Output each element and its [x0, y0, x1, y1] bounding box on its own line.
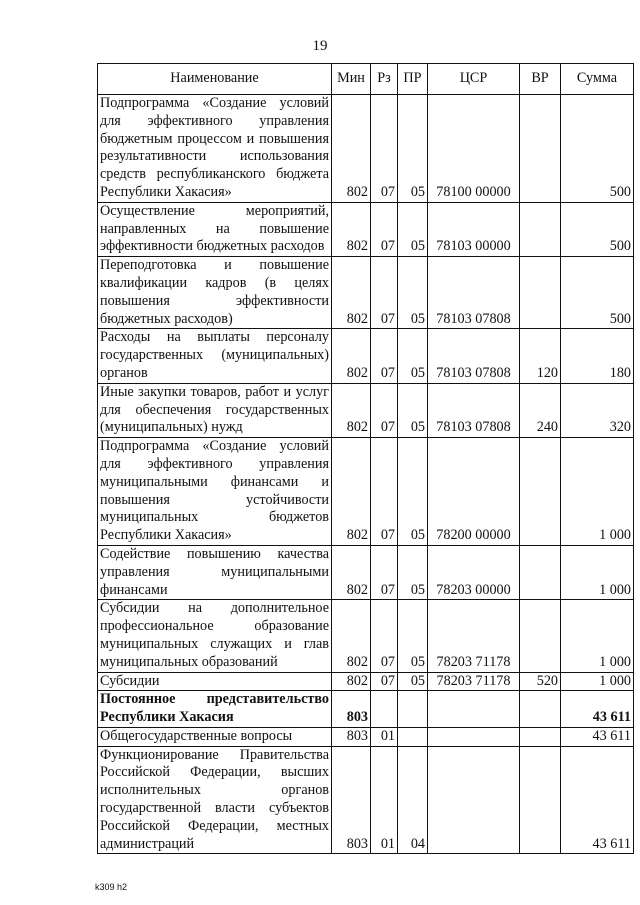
row-vr: 120: [520, 329, 561, 383]
row-name: Подпрограмма «Создание условий для эффективного управления муниципальными финансами и повышения устойчивости муниципальных бюджетов Республики Хакасия»: [98, 438, 332, 546]
row-min: 802: [332, 257, 371, 329]
row-name: Осуществление мероприятий, направленных на повышение эффективности бюджетных расходов: [98, 202, 332, 256]
row-pr: 05: [398, 545, 428, 599]
row-sum: 1 000: [561, 672, 634, 691]
row-rz: 07: [371, 257, 398, 329]
table-row: [98, 600, 634, 672]
table-row: [98, 383, 634, 437]
row-rz: 07: [371, 600, 398, 672]
row-vr: [520, 95, 561, 203]
row-min: 802: [332, 202, 371, 256]
row-sum: 43 611: [561, 727, 634, 746]
row-name: Общегосударственные вопросы: [98, 727, 332, 746]
row-name: Расходы на выплаты персоналу государственных (муниципальных) органов: [98, 329, 332, 383]
row-rz: 01: [371, 746, 398, 854]
row-min: 802: [332, 545, 371, 599]
row-csr: 78100 00000: [428, 95, 520, 203]
row-vr: [520, 727, 561, 746]
row-min: 803: [332, 727, 371, 746]
row-rz: 07: [371, 383, 398, 437]
row-name: Подпрограмма «Создание условий для эффективного управления бюджетным процессом и повышения результативности использования средств республиканского бюджета Республики Хакасия»: [98, 95, 332, 203]
row-min: 803: [332, 746, 371, 854]
row-sum: 1 000: [561, 545, 634, 599]
row-csr: [428, 691, 520, 728]
row-name: Содействие повышению качества управления муниципальными финансами: [98, 545, 332, 599]
header-name: Наименование: [98, 64, 332, 95]
row-pr: 05: [398, 383, 428, 437]
row-vr: [520, 746, 561, 854]
row-vr: [520, 202, 561, 256]
row-sum: 500: [561, 202, 634, 256]
header-vr: ВР: [520, 64, 561, 95]
row-pr: 05: [398, 438, 428, 546]
row-sum: 43 611: [561, 746, 634, 854]
row-name: Постоянное представительство Республики Хакасия: [98, 691, 332, 728]
row-csr: 78203 00000: [428, 545, 520, 599]
row-pr: [398, 727, 428, 746]
row-min: 802: [332, 600, 371, 672]
table-row: [98, 202, 634, 256]
header-sum: Сумма: [561, 64, 634, 95]
row-name: Переподготовка и повышение квалификации кадров (в целях повышения эффективности бюджетных расходов): [98, 257, 332, 329]
row-name: Иные закупки товаров, работ и услуг для обеспечения государственных (муниципальных) нужд: [98, 383, 332, 437]
row-vr: 520: [520, 672, 561, 691]
row-vr: [520, 545, 561, 599]
row-sum: 320: [561, 383, 634, 437]
table-row: [98, 746, 634, 854]
row-min: 802: [332, 438, 371, 546]
row-rz: 01: [371, 727, 398, 746]
row-sum: 1 000: [561, 600, 634, 672]
row-pr: 05: [398, 329, 428, 383]
table-header-row: [98, 64, 634, 95]
row-pr: 05: [398, 95, 428, 203]
table-row: [98, 545, 634, 599]
row-vr: [520, 600, 561, 672]
row-rz: 07: [371, 672, 398, 691]
row-rz: 07: [371, 545, 398, 599]
row-sum: 1 000: [561, 438, 634, 546]
row-csr: [428, 727, 520, 746]
table-row: [98, 727, 634, 746]
row-vr: [520, 257, 561, 329]
row-csr: 78203 71178: [428, 600, 520, 672]
row-pr: 04: [398, 746, 428, 854]
budget-table: [97, 63, 634, 854]
row-csr: 78103 07808: [428, 383, 520, 437]
row-rz: 07: [371, 202, 398, 256]
row-min: 802: [332, 383, 371, 437]
row-pr: 05: [398, 600, 428, 672]
header-csr: ЦСР: [428, 64, 520, 95]
header-pr: ПР: [398, 64, 428, 95]
row-sum: 500: [561, 95, 634, 203]
row-min: 802: [332, 672, 371, 691]
header-rz: Рз: [371, 64, 398, 95]
table-row: [98, 95, 634, 203]
table-row-section-total: [98, 691, 634, 728]
row-pr: 05: [398, 257, 428, 329]
row-rz: 07: [371, 329, 398, 383]
table-row: [98, 672, 634, 691]
row-csr: 78200 00000: [428, 438, 520, 546]
table-row: [98, 438, 634, 546]
row-vr: [520, 691, 561, 728]
row-sum: 180: [561, 329, 634, 383]
row-rz: 07: [371, 438, 398, 546]
row-pr: 05: [398, 202, 428, 256]
row-csr: 78203 71178: [428, 672, 520, 691]
row-rz: [371, 691, 398, 728]
header-min: Мин: [332, 64, 371, 95]
page-number: 19: [312, 38, 328, 54]
row-csr: [428, 746, 520, 854]
row-rz: 07: [371, 95, 398, 203]
row-pr: [398, 691, 428, 728]
table-row: [98, 329, 634, 383]
table-row: [98, 257, 634, 329]
row-pr: 05: [398, 672, 428, 691]
row-csr: 78103 00000: [428, 202, 520, 256]
row-min: 802: [332, 329, 371, 383]
row-min: 803: [332, 691, 371, 728]
row-csr: 78103 07808: [428, 329, 520, 383]
row-vr: 240: [520, 383, 561, 437]
row-min: 802: [332, 95, 371, 203]
row-name: Субсидии на дополнительное профессиональное образование муниципальных служащих и глав муниципальных образований: [98, 600, 332, 672]
row-name: Функционирование Правительства Российской Федерации, высших исполнительных органов государственной власти субъектов Российской Федерации, местных администраций: [98, 746, 332, 854]
footer-code: k309 h2: [95, 882, 128, 892]
row-sum: 500: [561, 257, 634, 329]
row-name: Субсидии: [98, 672, 332, 691]
row-vr: [520, 438, 561, 546]
row-sum: 43 611: [561, 691, 634, 728]
row-csr: 78103 07808: [428, 257, 520, 329]
